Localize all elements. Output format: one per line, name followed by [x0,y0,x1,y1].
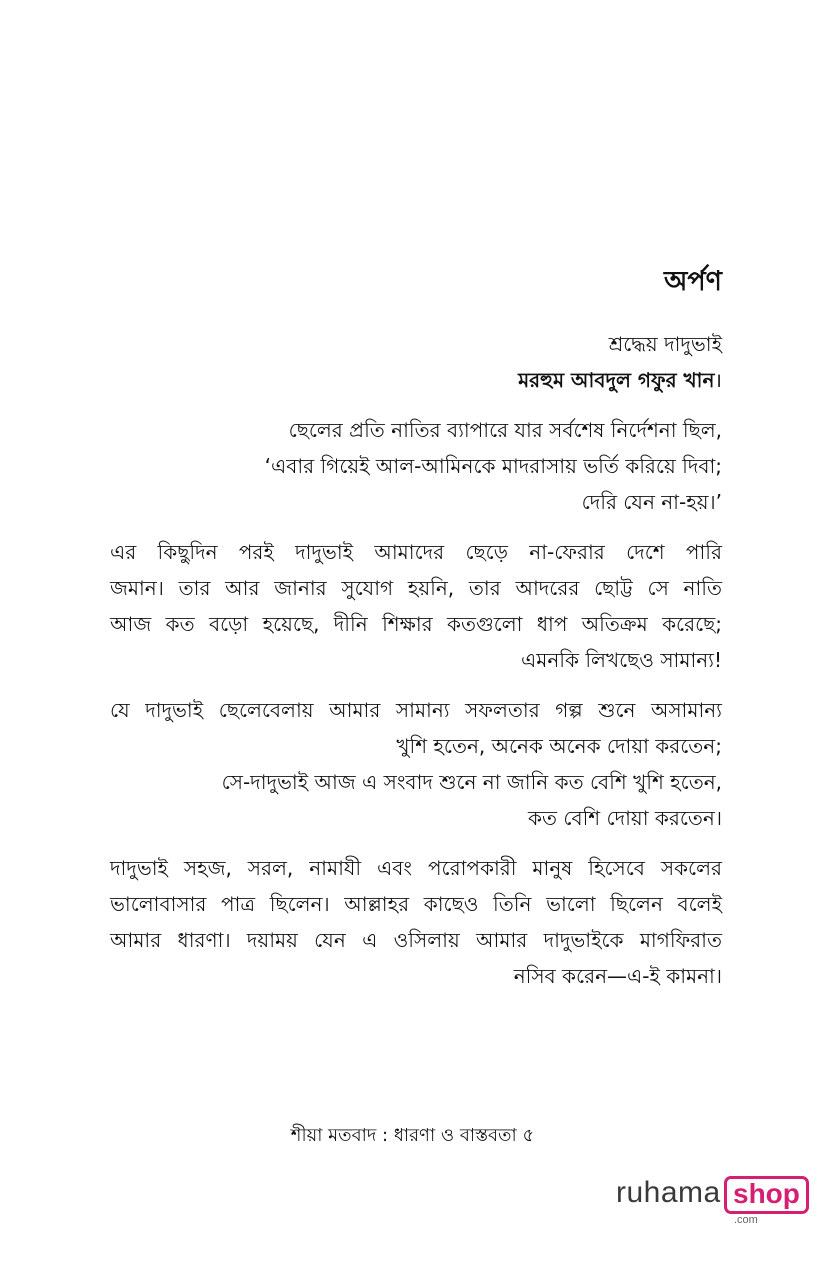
dedicatee-name-line [110,362,722,398]
paragraph-line: নসিব করেন—এ-ই কামনা। [513,964,722,988]
paragraph-line: আজ কত বড়ো হয়েছে, দীনি শিক্ষার কতগুলো ধাপ অতিক্রম করেছে; [110,612,722,636]
paragraph-line: ছেলের প্রতি নাতির ব্যাপারে যার সর্বশেষ নির্দেশনা ছিল, [288,418,722,442]
logo-brand-text: ruhama [616,1176,721,1209]
paragraph-line: জমান। তার আর জানার সুযোগ হয়নি, তার আদরের ছোট্ট সে নাতি [110,576,722,600]
ruhamashop-logo [616,1176,800,1226]
paragraph-line: এমনকি লিখছেও সামান্য! [521,648,722,672]
paragraph-prayer [110,850,722,994]
paragraph-line: দেরি যেন না-হয়।’ [581,490,722,514]
paragraph-line: ভালোবাসার পাত্র ছিলেন। আল্লাহর কাছেও তিনি ভালো ছিলেন বলেই [110,892,722,916]
paragraph-passing [110,534,722,678]
dedication-section [110,262,722,1008]
dedication-title: অর্পণ [663,266,722,297]
logo-shop-badge: shop [724,1176,809,1214]
paragraph-childhood [110,692,722,836]
paragraph-line: দাদুভাই সহজ, সরল, নামাযী এবং পরোপকারী মানুষ হিসেবে সকলের [110,856,722,880]
paragraph-line: আমার ধারণা। দয়াময় যেন এ ওসিলায় আমার দাদুভাইকে মাগফিরাত [110,928,722,952]
paragraph-line: এর কিছুদিন পরই দাদুভাই আমাদের ছেড়ে না-ফেরার দেশে পারি [110,540,722,564]
paragraph-line: খুশি হতেন, অনেক অনেক দোয়া করতেন; [396,734,722,758]
paragraph-line: কত বেশি দোয়া করতেন। [527,806,722,830]
paragraph-last-instruction [110,412,722,520]
dedicatee-name: মরহুম আবদুল গফুর খান [518,368,715,392]
paragraph-line: সে-দাদুভাই আজ এ সংবাদ শুনে না জানি কত বেশি খুশি হতেন, [221,770,722,794]
logo-domain-text: .com [734,1214,758,1226]
paragraph-line: যে দাদুভাই ছেলেবেলায় আমার সামান্য সফলতার গল্প শুনে অসামান্য [110,698,722,722]
paragraph-line: ‘এবার গিয়েই আল-আমিনকে মাদরাসায় ভর্তি করিয়ে দিবা; [264,454,722,478]
dedicatee-name-end: । [714,368,722,392]
salutation-line: শ্রদ্ধেয় দাদুভাই [608,332,722,356]
running-footer: শীয়া মতবাদ : ধারণা ও বাস্তবতা ৫ [290,1125,535,1146]
